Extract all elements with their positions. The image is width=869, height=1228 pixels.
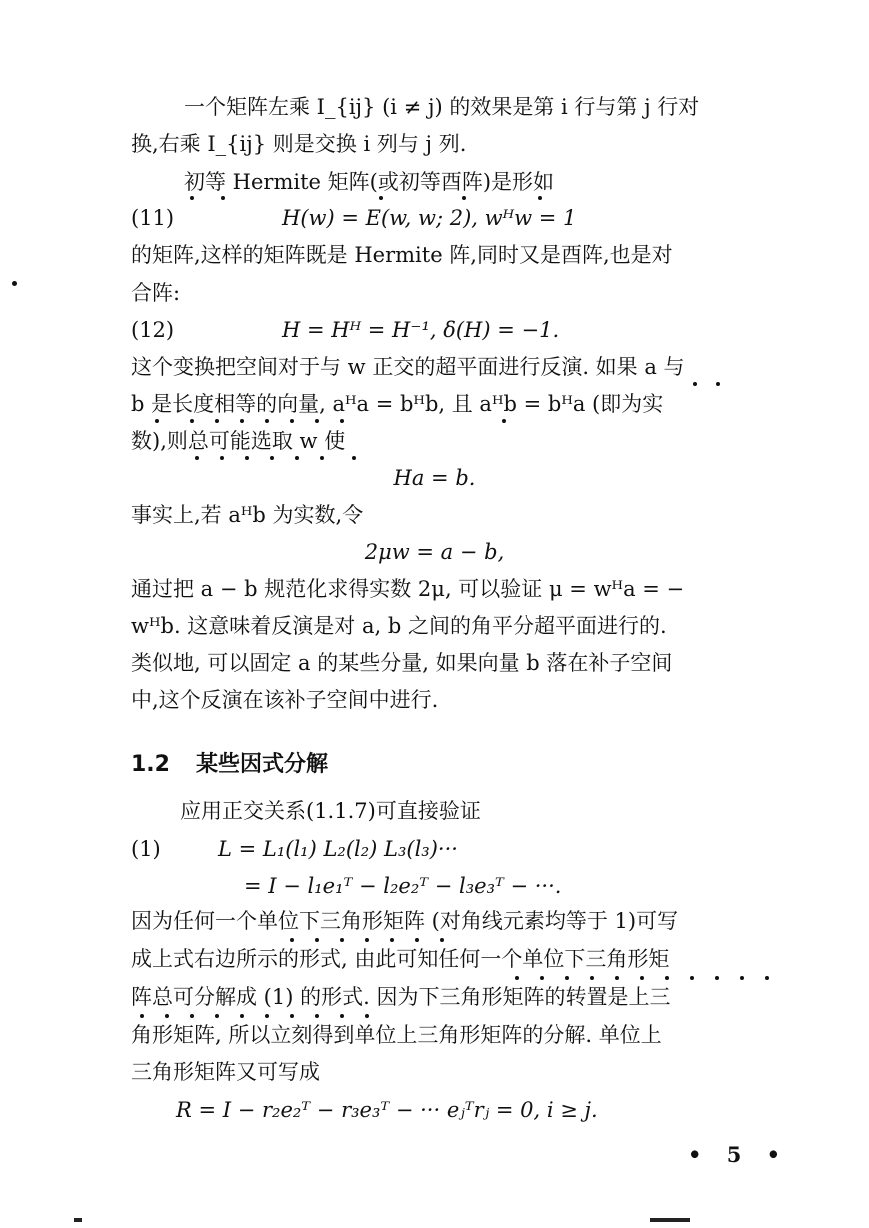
emphasis-dot [265, 419, 269, 423]
equation-number: (1) [131, 837, 161, 861]
paragraph-line: 换,右乘 I_{ij} 则是交换 i 列与 j 列. [131, 132, 467, 156]
emphasis-dot [270, 456, 274, 460]
emphasis-dot [715, 976, 719, 980]
scan-artifact [74, 1218, 82, 1222]
paragraph-line: 三角形矩阵又可写成 [131, 1060, 320, 1084]
emphasis-dot [515, 976, 519, 980]
equation: H = Hᴴ = H⁻¹, δ(H) = −1. [282, 318, 560, 342]
equation-number: (12) [131, 318, 175, 342]
emphasis-dot [765, 976, 769, 980]
equation-number: (11) [131, 206, 175, 230]
paragraph-line: 合阵: [131, 281, 181, 305]
emphasis-dot [240, 419, 244, 423]
emphasis-dot [155, 419, 159, 423]
scan-artifact [650, 1218, 690, 1222]
equation: H(w) = E(w, w; 2), wᴴw = 1 [282, 206, 577, 230]
emphasis-dot [221, 196, 225, 200]
paragraph-line: wᴴb. 这意味着反演是对 a, b 之间的角平分超平面进行的. [131, 614, 667, 638]
paragraph-line: 数),则总可能选取 w 使 [131, 429, 346, 453]
paragraph-line: 角形矩阵, 所以立刻得到单位上三角形矩阵的分解. 单位上 [131, 1023, 662, 1047]
emphasis-dot [615, 976, 619, 980]
paragraph-line: 初等 Hermite 矩阵(或初等酉阵)是形如 [184, 170, 555, 194]
emphasis-dot [295, 456, 299, 460]
equation: R = I − r₂e₂ᵀ − r₃e₃ᵀ − ··· eⱼᵀrⱼ = 0, i ≥ j. [176, 1098, 598, 1122]
emphasis-dot [502, 419, 506, 423]
emphasis-dot [290, 1014, 294, 1018]
emphasis-dot [693, 382, 697, 386]
emphasis-dot [716, 382, 720, 386]
emphasis-dot [140, 1014, 144, 1018]
section-heading [131, 747, 354, 778]
emphasis-dot [365, 1014, 369, 1018]
emphasis-dot [690, 976, 694, 980]
emphasis-dot [195, 456, 199, 460]
emphasis-dot [190, 1014, 194, 1018]
emphasis-dot [290, 938, 294, 942]
emphasis-dot [590, 976, 594, 980]
emphasis-dot [352, 456, 356, 460]
emphasis-dot [440, 938, 444, 942]
emphasis-dot [390, 938, 394, 942]
paragraph-line: 中,这个反演在该补子空间中进行. [131, 688, 439, 712]
emphasis-dot [665, 976, 669, 980]
emphasis-dot [290, 419, 294, 423]
emphasis-dot [265, 1014, 269, 1018]
emphasis-dot [320, 456, 324, 460]
paragraph-line: 应用正交关系(1.1.7)可直接验证 [180, 799, 481, 823]
emphasis-dot [315, 1014, 319, 1018]
emphasis-dot [565, 976, 569, 980]
emphasis-dot [315, 938, 319, 942]
paragraph-line: 因为任何一个单位下三角形矩阵 (对角线元素均等于 1)可写 [131, 909, 679, 933]
equation: 2μw = a − b, [364, 540, 505, 564]
emphasis-dot [740, 976, 744, 980]
equation: Ha = b. [393, 466, 476, 490]
emphasis-dot [379, 196, 383, 200]
emphasis-dot [245, 456, 249, 460]
emphasis-dot [315, 419, 319, 423]
paragraph-line: 这个变换把空间对于与 w 正交的超平面进行反演. 如果 a 与 [131, 355, 685, 379]
equation: = I − l₁e₁ᵀ − l₂e₂ᵀ − l₃e₃ᵀ − ···. [244, 874, 562, 898]
equation: L = L₁(l₁) L₂(l₂) L₃(l₃)··· [218, 837, 458, 861]
emphasis-dot [415, 938, 419, 942]
emphasis-dot [640, 976, 644, 980]
paragraph-line: 成上式右边所示的形式, 由此可知任何一个单位下三角形矩 [131, 947, 670, 971]
emphasis-dot [340, 1014, 344, 1018]
paragraph-line: b 是长度相等的向量, aᴴa = bᴴb, 且 aᴴb = bᴴa (即为实 [131, 392, 664, 416]
emphasis-dot [540, 976, 544, 980]
paragraph-line: 阵总可分解成 (1) 的形式. 因为下三角形矩阵的转置是上三 [131, 985, 671, 1009]
margin-mark [12, 281, 17, 286]
page-number: • 5 • [688, 1142, 790, 1167]
emphasis-dot [215, 1014, 219, 1018]
emphasis-dot [190, 196, 194, 200]
section-number: 1.2 [131, 752, 170, 777]
emphasis-dot [538, 196, 542, 200]
paragraph-line: 的矩阵,这样的矩阵既是 Hermite 阵,同时又是酉阵,也是对 [131, 243, 673, 267]
emphasis-dot [220, 456, 224, 460]
paragraph-line: 一个矩阵左乘 I_{ij} (i ≠ j) 的效果是第 i 行与第 j 行对 [184, 95, 700, 119]
emphasis-dot [340, 938, 344, 942]
emphasis-dot [340, 419, 344, 423]
emphasis-dot [215, 419, 219, 423]
paragraph-line: 事实上,若 aᴴb 为实数,令 [131, 503, 364, 527]
paragraph-line: 类似地, 可以固定 a 的某些分量, 如果向量 b 落在补子空间 [131, 651, 673, 675]
paragraph-line: 通过把 a − b 规范化求得实数 2μ, 可以验证 μ = wᴴa = − [131, 577, 685, 601]
emphasis-dot [462, 196, 466, 200]
emphasis-dot [165, 1014, 169, 1018]
emphasis-dot [240, 1014, 244, 1018]
emphasis-dot [190, 419, 194, 423]
section-title: 某些因式分解 [195, 752, 328, 777]
emphasis-dot [365, 938, 369, 942]
